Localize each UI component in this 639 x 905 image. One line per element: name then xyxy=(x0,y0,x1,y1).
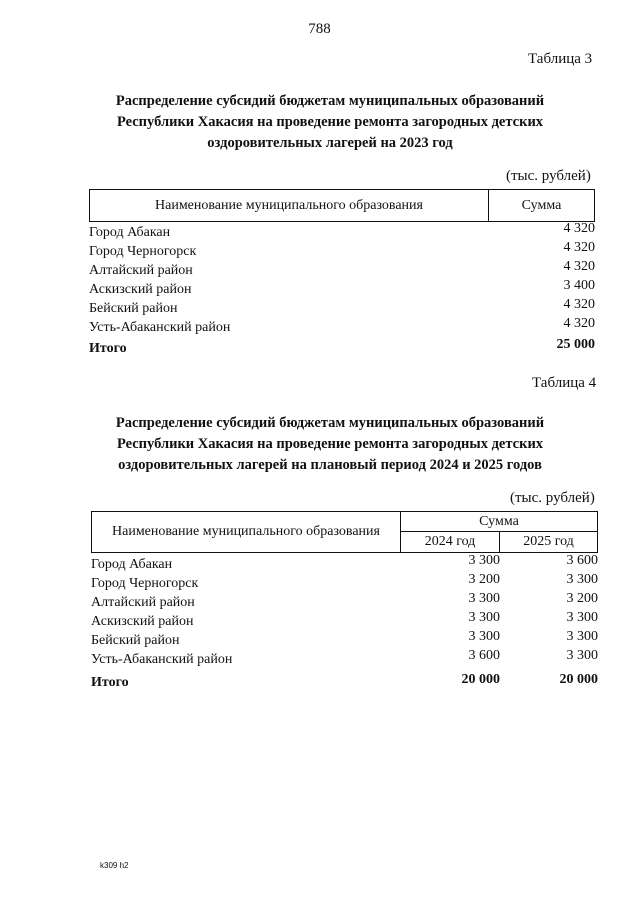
row-value-2025: 3 300 xyxy=(566,572,598,587)
table-row xyxy=(91,648,598,671)
table3-header-name: Наименование муниципального образования xyxy=(90,190,489,222)
table3-label: Таблица 3 xyxy=(528,51,593,67)
table4-header-sum: Сумма xyxy=(401,512,598,532)
table4-title-line: Республики Хакасия на проведение ремонта загородных детских xyxy=(116,436,544,452)
table3-header-sum: Сумма xyxy=(489,190,595,222)
row-name: Город Абакан xyxy=(89,225,171,240)
table-row xyxy=(89,259,595,282)
table-row xyxy=(91,591,598,614)
table4-title-line: оздоровительных лагерей на плановый период 2024 и 2025 годов xyxy=(118,457,542,473)
total-row xyxy=(89,337,595,360)
row-value: 4 320 xyxy=(563,259,595,274)
total-row xyxy=(91,672,598,694)
row-value-2025: 3 300 xyxy=(566,610,598,625)
table4-title-line: Распределение субсидий бюджетам муниципальных образований xyxy=(115,415,545,431)
row-name: Город Абакан xyxy=(91,557,173,572)
row-name: Алтайский район xyxy=(91,595,195,610)
row-value-2024: 3 300 xyxy=(468,629,500,644)
row-value-2024: 3 200 xyxy=(468,572,500,587)
row-value: 4 320 xyxy=(563,297,595,312)
table3-title-line: оздоровительных лагерей на 2023 год xyxy=(207,135,453,151)
row-name: Алтайский район xyxy=(89,263,193,278)
row-value-2024: 3 600 xyxy=(468,648,500,663)
row-name: Аскизский район xyxy=(89,282,192,297)
row-value-2025: 3 200 xyxy=(566,591,598,606)
table3-title-line: Распределение субсидий бюджетам муниципальных образований xyxy=(115,93,545,109)
table3-title xyxy=(60,91,600,154)
total-value-2025: 20 000 xyxy=(559,672,598,687)
row-name: Усть-Абаканский район xyxy=(91,652,233,667)
row-name: Город Черногорск xyxy=(91,576,199,591)
table3-title-line: Республики Хакасия на проведение ремонта загородных детских xyxy=(116,114,544,130)
table4-header-year-2024: 2024 год xyxy=(401,532,500,553)
row-value-2024: 3 300 xyxy=(468,553,500,568)
total-label: Итого xyxy=(91,675,129,690)
row-name: Город Черногорск xyxy=(89,244,197,259)
row-value: 4 320 xyxy=(563,316,595,331)
row-value: 4 320 xyxy=(563,240,595,255)
table4-label: Таблица 4 xyxy=(532,375,597,391)
table3-header xyxy=(89,189,595,222)
row-value-2024: 3 300 xyxy=(468,591,500,606)
footer-code: k309 h2 xyxy=(100,861,129,870)
table4-header-year-2025: 2025 год xyxy=(500,532,598,553)
table-row xyxy=(91,629,598,652)
row-value-2025: 3 300 xyxy=(566,629,598,644)
row-name: Бейский район xyxy=(89,301,178,316)
row-name: Бейский район xyxy=(91,633,180,648)
total-value: 25 000 xyxy=(556,337,595,352)
total-value-2024: 20 000 xyxy=(461,672,500,687)
table-row xyxy=(89,278,595,301)
table4-header xyxy=(91,511,598,553)
row-value: 4 320 xyxy=(563,221,595,236)
row-value-2024: 3 300 xyxy=(468,610,500,625)
table-row xyxy=(89,240,595,263)
table4-title xyxy=(60,413,600,476)
table-row xyxy=(89,221,595,244)
total-label: Итого xyxy=(89,341,127,356)
table4-unit: (тыс. рублей) xyxy=(510,490,595,506)
table-row xyxy=(91,572,598,595)
table-row xyxy=(91,610,598,633)
table-row xyxy=(91,553,598,576)
row-value: 3 400 xyxy=(563,278,595,293)
row-value-2025: 3 300 xyxy=(566,648,598,663)
row-name: Аскизский район xyxy=(91,614,194,629)
page-number: 788 xyxy=(308,21,331,37)
table4-header-name: Наименование муниципального образования xyxy=(92,512,401,553)
table3-unit: (тыс. рублей) xyxy=(506,168,591,184)
table-row xyxy=(89,297,595,320)
table-row xyxy=(89,316,595,339)
row-name: Усть-Абаканский район xyxy=(89,320,231,335)
row-value-2025: 3 600 xyxy=(566,553,598,568)
